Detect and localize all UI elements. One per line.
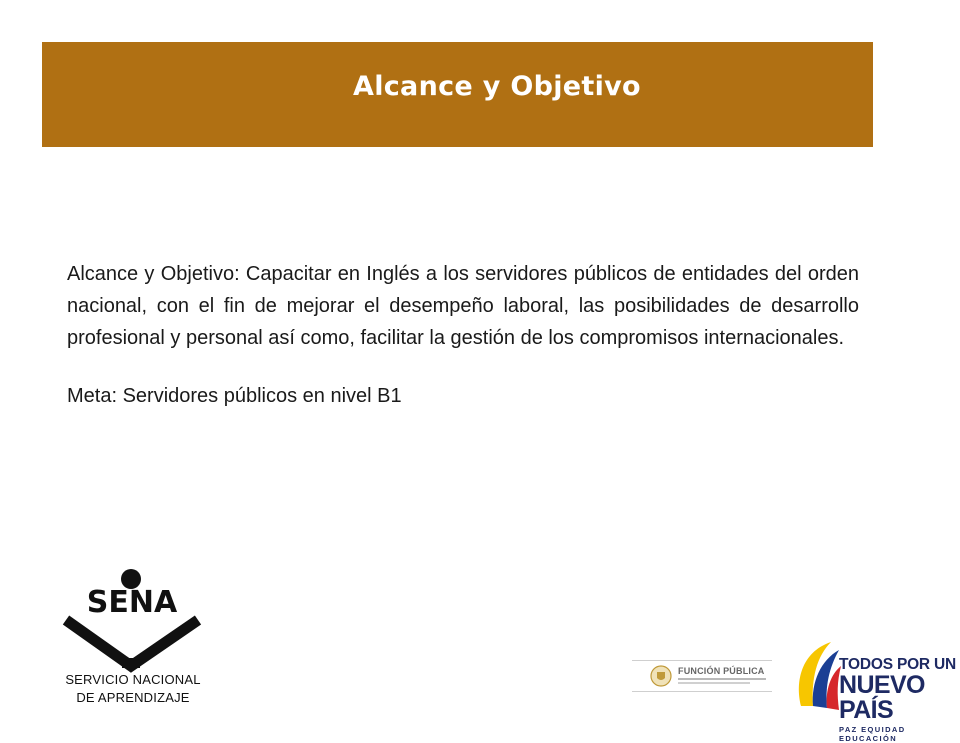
decorative-line xyxy=(678,682,750,684)
todos-por-un-nuevo-pais-logo xyxy=(839,656,960,743)
sena-wordmark: SENA xyxy=(86,585,178,620)
goal-paragraph: Meta: Servidores públicos en nivel B1 xyxy=(67,385,402,407)
decorative-line xyxy=(678,678,766,680)
slogan-line1: TODOS POR UN xyxy=(839,656,957,673)
slogan-line2: NUEVO PAÍS xyxy=(839,671,925,724)
objective-paragraph: Alcance y Objetivo: Capacitar en Inglés a los servidores públicos de entidades del orden nacional, con el fin de mejorar el desempeño laboral, las posibilidades de desarrollo profesional y personal así como, facilitar la gestión de los compromisos internacionales. xyxy=(67,263,859,349)
colombia-flag-icon xyxy=(795,638,843,712)
funcion-publica-logo xyxy=(632,660,772,692)
title-bar xyxy=(42,42,873,147)
sena-subtitle-line1: SERVICIO NACIONAL xyxy=(65,672,201,687)
coat-of-arms-icon xyxy=(650,665,672,687)
slide-title: Alcance y Objetivo xyxy=(353,71,641,102)
sena-subtitle-line2: DE APRENDIZAJE xyxy=(76,690,190,705)
slogan-tagline: PAZ EQUIDAD EDUCACIÓN xyxy=(839,725,906,743)
funcion-publica-name: FUNCIÓN PÚBLICA xyxy=(678,666,765,676)
slide-content xyxy=(67,258,859,412)
